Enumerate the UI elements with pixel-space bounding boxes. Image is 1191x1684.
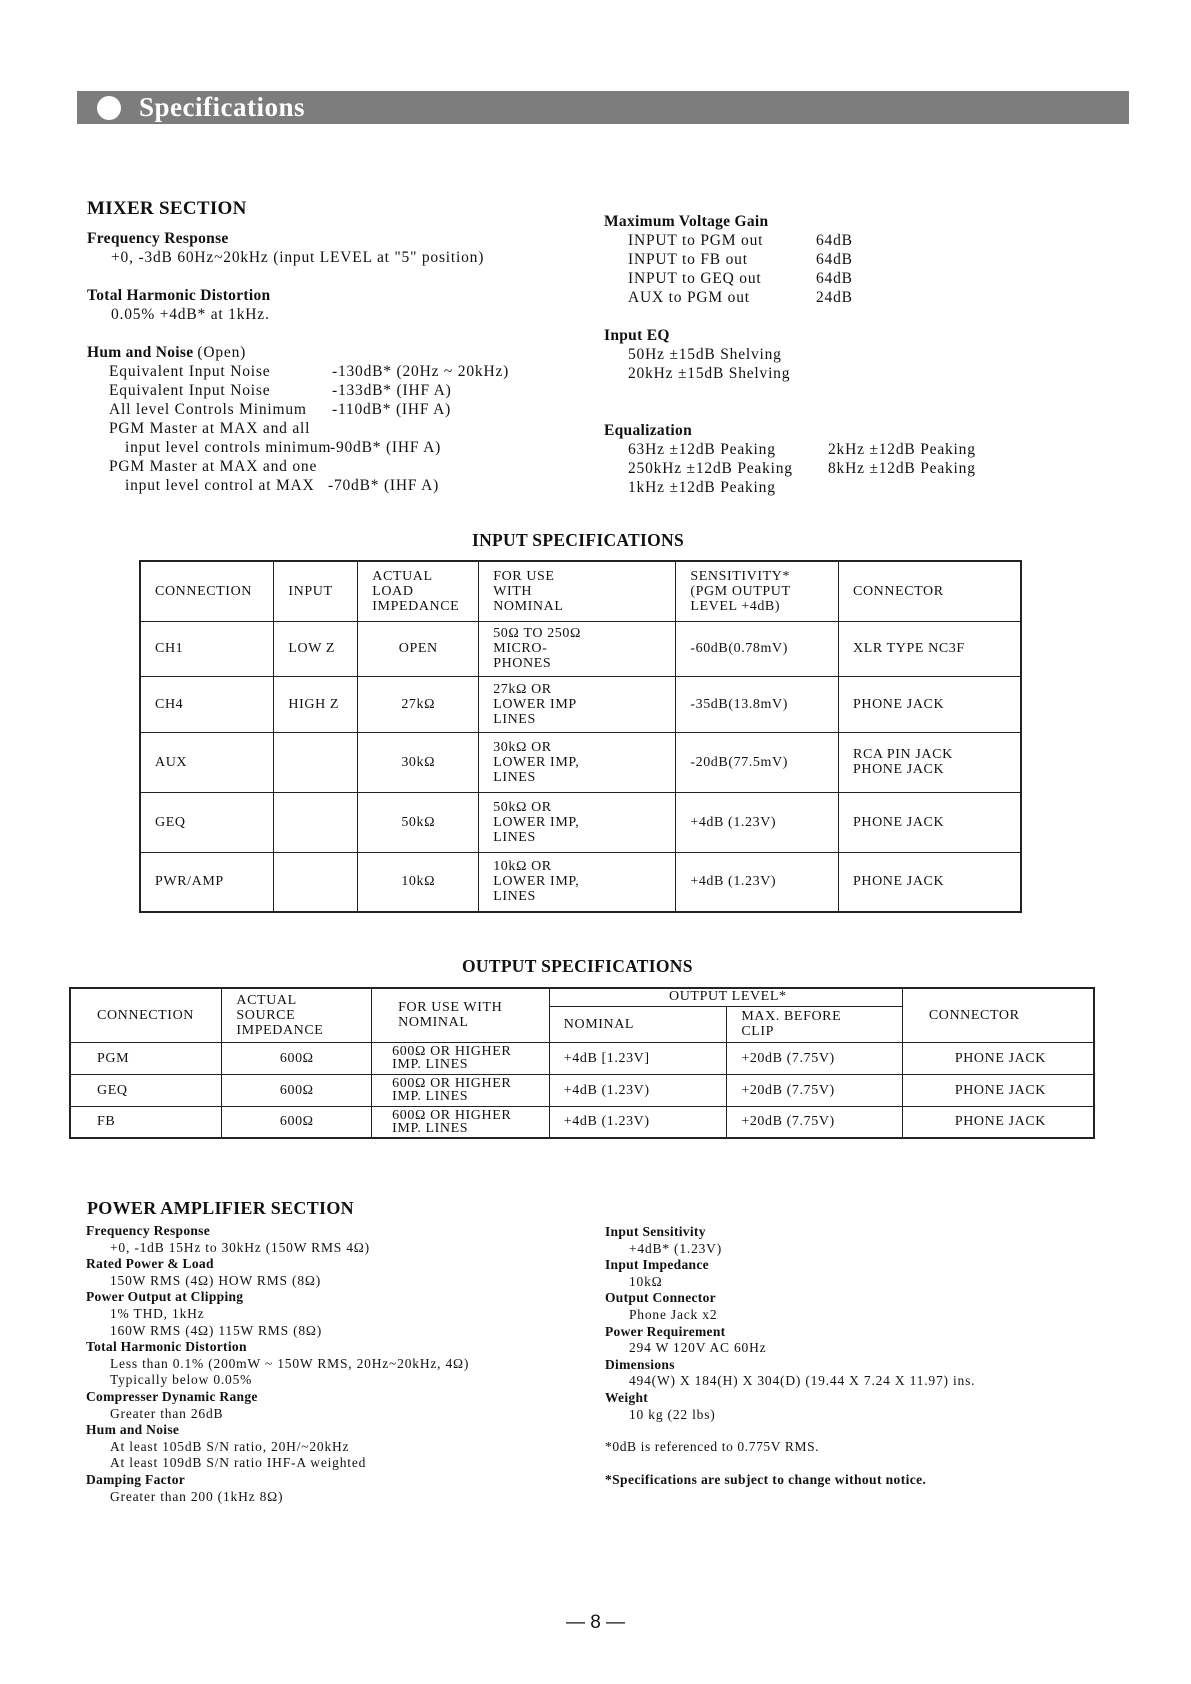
spec-value: 494(W) X 184(H) X 304(D) (19.44 X 7.24 X 11.97) ins. [629,1373,976,1389]
spec-heading: Weight [605,1389,649,1405]
header-cell: NOMINAL [549,1006,727,1042]
thd-title: Total Harmonic Distortion [87,287,271,304]
spec-value: 150W RMS (4Ω) HOW RMS (8Ω) [110,1272,321,1288]
hum-row [87,400,484,419]
table-cell [274,792,358,852]
table-cell: 50kΩ OR LOWER IMP, LINES [479,792,676,852]
table-row [140,676,1021,732]
hum-label: input level control at MAX [125,477,315,494]
page-number: — 8 — [565,1612,626,1633]
gain-value: 24dB [816,289,853,306]
hum-value: -110dB* (IHF A) [332,401,452,418]
gain-value: 64dB [816,270,853,287]
table-cell: CH1 [140,621,274,676]
table-row [140,792,1021,852]
table-cell: PHONE JACK [839,852,1022,912]
gain-label: INPUT to PGM out [628,232,764,249]
table-row [70,1074,1094,1106]
spec-heading: Output Connector [605,1290,716,1306]
spec-value: Greater than 200 (1kHz 8Ω) [110,1488,284,1504]
hum-row [87,457,484,476]
gain-row [604,250,853,269]
spec-heading: Frequency Response [86,1223,211,1238]
header-cell: CONNECTION [140,561,274,621]
spec-heading: Input Sensitivity [605,1224,706,1239]
output-specs-table [69,987,1095,1139]
header-cell: FOR USE WITH NOMINAL [372,988,550,1042]
spec-heading: Damping Factor [86,1471,186,1487]
eq-row [604,478,790,497]
hum-row [87,362,510,381]
hum-label: input level controls minimum [125,439,332,456]
hum-label: PGM Master at MAX and all [109,420,311,437]
mixer-right [604,212,976,497]
table-cell: 10kΩ [358,852,479,912]
spec-heading: Power Requirement [605,1323,726,1339]
table-cell: 10kΩ OR LOWER IMP, LINES [479,852,676,912]
table-header-row [70,988,1094,1006]
header-cell: OUTPUT LEVEL* [549,988,902,1006]
gain-rows [604,231,853,307]
gain-row [604,269,853,288]
table-cell: PWR/AMP [140,852,274,912]
spec-value: 294 W 120V AC 60Hz [629,1340,767,1356]
gain-row [604,288,853,307]
table-cell [274,852,358,912]
eq-value: 8kHz ±12dB Peaking [828,460,976,477]
hum-title: Hum and Noise [87,344,194,361]
table-cell: 50Ω TO 250Ω MICRO- PHONES [479,621,676,676]
table-cell: +4dB (1.23V) [676,792,839,852]
hum-suffix: (Open) [197,344,247,361]
table-cell [274,732,358,792]
hum-label: All level Controls Minimum [109,401,307,418]
eq-value: 1kHz ±12dB Peaking [628,479,776,496]
spec-value: 160W RMS (4Ω) 115W RMS (8Ω) [110,1322,323,1338]
table-cell: AUX [140,732,274,792]
spec-value: Typically below 0.05% [110,1372,253,1388]
table-cell: +4dB [1.23V] [549,1042,727,1074]
spec-value: +0, -1dB 15Hz to 30kHz (150W RMS 4Ω) [110,1239,370,1255]
bullet-icon [97,96,121,120]
eq-row [604,459,976,478]
table-cell: -20dB(77.5mV) [676,732,839,792]
header-cell: MAX. BEFORE CLIP [727,1006,902,1042]
hum-value: -90dB* (IHF A) [330,439,442,456]
table-row [140,852,1021,912]
eq-value: 2kHz ±12dB Peaking [828,441,976,458]
inputeq-title: Input EQ [604,327,670,344]
gain-title: Maximum Voltage Gain [604,213,769,230]
hum-row [87,381,484,400]
inputeq-row: 50Hz ±15dB Shelving [628,346,782,363]
table-cell: +4dB (1.23V) [549,1106,727,1138]
power-amp-left [86,1223,469,1505]
table-cell: LOW Z [274,621,358,676]
change-notice: *Specifications are subject to change without notice. [605,1472,927,1487]
gain-label: INPUT to FB out [628,251,748,268]
hum-rows [87,362,510,495]
spec-value: 1% THD, 1kHz [110,1305,205,1321]
gain-row [604,231,853,250]
table-cell: PHONE JACK [902,1042,1094,1074]
output-specs-title: OUTPUT SPECIFICATIONS [462,956,693,976]
spec-heading: Input Impedance [605,1257,709,1273]
eq-value: 250kHz ±12dB Peaking [628,460,793,477]
db-reference-note: *0dB is referenced to 0.775V RMS. [605,1439,820,1454]
spec-heading: Rated Power & Load [86,1256,214,1272]
table-cell: CH4 [140,676,274,732]
table-header-row [140,561,1021,621]
spec-value: +4dB* (1.23V) [629,1240,723,1256]
power-amp-right [605,1224,975,1423]
inputeq-rows [604,345,790,383]
freq-title: Frequency Response [87,230,229,247]
spec-value: At least 105dB S/N ratio, 20H/~20kHz [110,1438,350,1454]
table-cell: 30kΩ [358,732,479,792]
table-cell: PHONE JACK [902,1106,1094,1138]
spec-value: Phone Jack x2 [629,1306,718,1322]
eq-row [604,440,976,459]
table-cell: PHONE JACK [839,676,1022,732]
header-cell: CONNECTOR [902,988,1094,1042]
header-cell: FOR USE WITH NOMINAL [479,561,676,621]
header-cell: INPUT [274,561,358,621]
table-row [70,1106,1094,1138]
hum-value: -130dB* (20Hz ~ 20kHz) [332,363,510,380]
table-cell: -35dB(13.8mV) [676,676,839,732]
table-cell: PHONE JACK [839,792,1022,852]
table-cell: 30kΩ OR LOWER IMP, LINES [479,732,676,792]
spec-heading: Compresser Dynamic Range [86,1388,258,1404]
hum-label: Equivalent Input Noise [109,382,271,399]
mixer-title: MIXER SECTION [87,198,247,219]
power-amp-title: POWER AMPLIFIER SECTION [87,1198,354,1218]
hum-row [87,438,484,457]
header-cell: ACTUAL LOAD IMPEDANCE [358,561,479,621]
hum-row [87,476,484,495]
spec-heading: Power Output at Clipping [86,1289,244,1305]
table-cell: 50kΩ [358,792,479,852]
table-cell: 600Ω OR HIGHER IMP. LINES [372,1042,550,1074]
gain-value: 64dB [816,251,853,268]
input-specs-table [139,560,1022,913]
table-cell: 27kΩ OR LOWER IMP LINES [479,676,676,732]
table-cell: 600Ω OR HIGHER IMP. LINES [372,1106,550,1138]
table-cell: RCA PIN JACK PHONE JACK [839,732,1022,792]
table-cell: OPEN [358,621,479,676]
gain-value: 64dB [816,232,853,249]
hum-label: PGM Master at MAX and one [109,458,318,475]
spec-value: At least 109dB S/N ratio IHF-A weighted [110,1455,367,1471]
header-cell: SENSITIVITY* (PGM OUTPUT LEVEL +4dB) [676,561,839,621]
header-cell: CONNECTION [70,988,222,1042]
table-cell: PHONE JACK [902,1074,1094,1106]
page-title: Specifications [139,92,305,122]
table-cell: -60dB(0.78mV) [676,621,839,676]
spec-value: 10kΩ [629,1273,663,1289]
inputeq-row: 20kHz ±15dB Shelving [628,365,791,382]
table-cell: PGM [70,1042,222,1074]
table-cell: 27kΩ [358,676,479,732]
hum-value: -133dB* (IHF A) [332,382,452,399]
header-cell: CONNECTOR [839,561,1022,621]
hum-row [87,419,484,438]
hum-label: Equivalent Input Noise [109,363,271,380]
spec-heading: Total Harmonic Distortion [86,1339,247,1355]
table-row [70,1042,1094,1074]
table-cell: +20dB (7.75V) [727,1106,902,1138]
table-cell: 600Ω [222,1042,372,1074]
table-cell: FB [70,1106,222,1138]
table-cell: XLR TYPE NC3F [839,621,1022,676]
table-cell: GEQ [140,792,274,852]
table-cell: +4dB (1.23V) [549,1074,727,1106]
spec-heading: Hum and Noise [86,1422,180,1438]
header-banner [77,91,1129,124]
table-row [140,621,1021,676]
mixer-section [87,198,510,495]
table-cell: +4dB (1.23V) [676,852,839,912]
table-cell: GEQ [70,1074,222,1106]
gain-label: INPUT to GEQ out [628,270,762,287]
spec-value: 10 kg (22 lbs) [629,1406,716,1422]
spec-heading: Dimensions [605,1356,675,1372]
gain-label: AUX to PGM out [628,289,750,306]
table-cell: +20dB (7.75V) [727,1074,902,1106]
thd-value: 0.05% +4dB* at 1kHz. [111,306,270,323]
table-cell: 600Ω [222,1106,372,1138]
hum-value: -70dB* (IHF A) [328,477,440,494]
input-specs-title: INPUT SPECIFICATIONS [472,530,684,550]
spec-value: Greater than 26dB [110,1405,224,1421]
table-cell: +20dB (7.75V) [727,1042,902,1074]
eq-title: Equalization [604,422,693,439]
eq-value: 63Hz ±12dB Peaking [628,441,776,458]
eq-rows [604,440,976,497]
header-cell: ACTUAL SOURCE IMPEDANCE [222,988,372,1042]
spec-value: Less than 0.1% (200mW ~ 150W RMS, 20Hz~20kHz, 4Ω) [110,1355,470,1371]
table-cell: 600Ω [222,1074,372,1106]
table-row [140,732,1021,792]
hum-heading [87,343,484,362]
table-cell: 600Ω OR HIGHER IMP. LINES [372,1074,550,1106]
table-cell: HIGH Z [274,676,358,732]
freq-value: +0, -3dB 60Hz~20kHz (input LEVEL at "5" position) [111,249,485,266]
